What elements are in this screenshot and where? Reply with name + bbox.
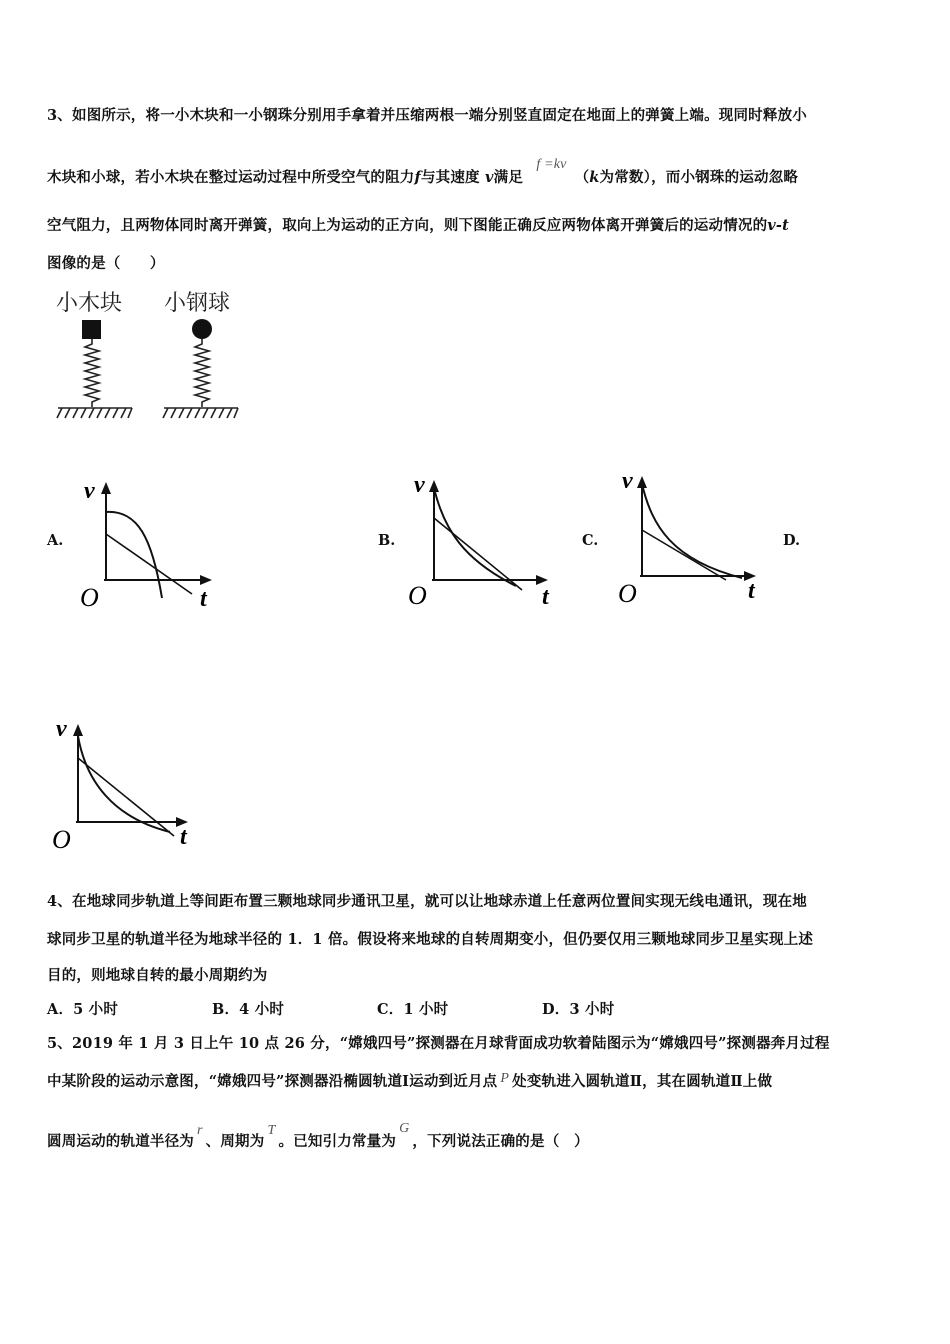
q4-choice-c[interactable]: C．1 小时: [377, 1001, 449, 1018]
graph-d-v-label: v: [56, 716, 67, 742]
q3-symbol-vt: v-t: [767, 217, 790, 234]
graph-b-curve: [434, 488, 516, 586]
q5-line-2a: 中某阶段的运动示意图，“嫦娥四号”探测器沿椭圆轨道Ⅰ运动到近月点: [47, 1073, 498, 1090]
option-a-label[interactable]: A.: [47, 532, 64, 549]
q5-line-3a: 圆周运动的轨道半径为: [47, 1133, 194, 1150]
graph-a: [76, 474, 226, 614]
q5-symbol-P: P: [500, 1071, 510, 1086]
label-small-block: 小木块: [56, 291, 123, 316]
spring-left: [85, 339, 99, 407]
graph-c-line: [642, 530, 726, 580]
graph-a-o-label: O: [80, 583, 99, 612]
ground-right: [163, 408, 238, 418]
q3-line-2: [47, 157, 799, 187]
q3-formula: f =kv: [536, 157, 567, 172]
q4-choices: [47, 998, 614, 1019]
q5-symbol-G: G: [399, 1121, 410, 1136]
graph-c: [616, 466, 766, 606]
spring-right: [195, 339, 209, 407]
q4-choice-a[interactable]: A．5 小时: [47, 1001, 119, 1018]
graph-a-curve: [106, 512, 162, 598]
block-shape: [82, 320, 101, 339]
graph-b-v-label: v: [414, 472, 425, 498]
graph-d-curve: [78, 736, 170, 832]
graph-d-t-label: t: [180, 824, 187, 850]
graph-b: [406, 470, 556, 610]
option-b-label[interactable]: B.: [378, 532, 396, 549]
q4-line-1: 4、在地球同步轨道上等间距布置三颗地球同步通讯卫星，就可以让地球赤道上任意两位置间实现无线电通讯，现在地: [47, 893, 807, 910]
q3-line-2b: 与其速度: [420, 169, 480, 186]
q5-line-1: 5、2019 年 1 月 3 日上午 10 点 26 分，“嫦娥四号”探测器在月球背面成功软着陆图示为“嫦娥四号”探测器奔月过程: [47, 1035, 830, 1052]
q3-symbol-f: f: [414, 169, 421, 186]
graph-a-line: [106, 534, 192, 594]
q5-symbol-r: r: [197, 1123, 203, 1138]
ground-left: [57, 408, 132, 418]
graph-b-o-label: O: [408, 581, 427, 610]
option-d-label[interactable]: D.: [783, 532, 801, 549]
q5-line-3b: 、周期为: [205, 1133, 265, 1150]
graph-c-v-label: v: [622, 468, 633, 494]
spring-figure: [52, 286, 247, 426]
q3-line-2e: 为常数），而小钢珠的运动忽略: [599, 169, 799, 186]
graph-c-curve: [642, 484, 742, 578]
q5-line-2b: 处变轨进入圆轨道Ⅱ，其在圆轨道Ⅱ上做: [512, 1073, 773, 1090]
q5-line-3d: ，下列说法正确的是（ ）: [412, 1133, 589, 1150]
graph-d-o-label: O: [52, 825, 71, 854]
label-small-ball: 小钢球: [164, 291, 231, 316]
q3-line-2a: 木块和小球，若小木块在整过运动过程中所受空气的阻力: [47, 169, 415, 186]
q3-line-2c: 满足: [493, 169, 524, 186]
q3-line-1: 3、如图所示，将一小木块和一小钢珠分别用手拿着并压缩两根一端分别竖直固定在地面上的弹簧上端。现同时释放小: [47, 107, 807, 124]
q5-symbol-T: T: [267, 1123, 276, 1138]
q5-line-2: [47, 1070, 772, 1091]
graph-c-t-label: t: [748, 578, 755, 604]
graph-c-o-label: O: [618, 579, 637, 606]
q3-symbol-v: v: [485, 169, 494, 186]
q5-line-3: [47, 1121, 589, 1151]
q4-line-3: 目的，则地球自转的最小周期约为: [47, 967, 268, 984]
q3-line-3: [47, 214, 789, 235]
graph-a-t-label: t: [200, 586, 207, 612]
graph-d: [50, 714, 200, 854]
graph-a-v-label: v: [84, 478, 95, 504]
q3-line-3a: 空气阻力，且两物体同时离开弹簧，取向上为运动的正方向，则下图能正确反应两物体离开弹簧后的运动情况的: [47, 217, 768, 234]
option-c-label[interactable]: C.: [582, 532, 599, 549]
q3-line-4: 图像的是（ ）: [47, 255, 165, 272]
q4-line-2: 球同步卫星的轨道半径为地球半径的 1．1 倍。假设将来地球的自转周期变小，但仍要仅用三颗地球同步卫星实现上述: [47, 931, 814, 948]
graph-b-t-label: t: [542, 584, 549, 610]
q5-line-3c: 。已知引力常量为: [278, 1133, 397, 1150]
q3-symbol-k: k: [589, 169, 600, 186]
q4-choice-b[interactable]: B．4 小时: [212, 1001, 285, 1018]
ball-shape: [192, 319, 212, 339]
q3-line-2d: （: [574, 169, 590, 186]
graph-d-line: [78, 758, 174, 836]
q4-choice-d[interactable]: D．3 小时: [542, 1001, 615, 1018]
